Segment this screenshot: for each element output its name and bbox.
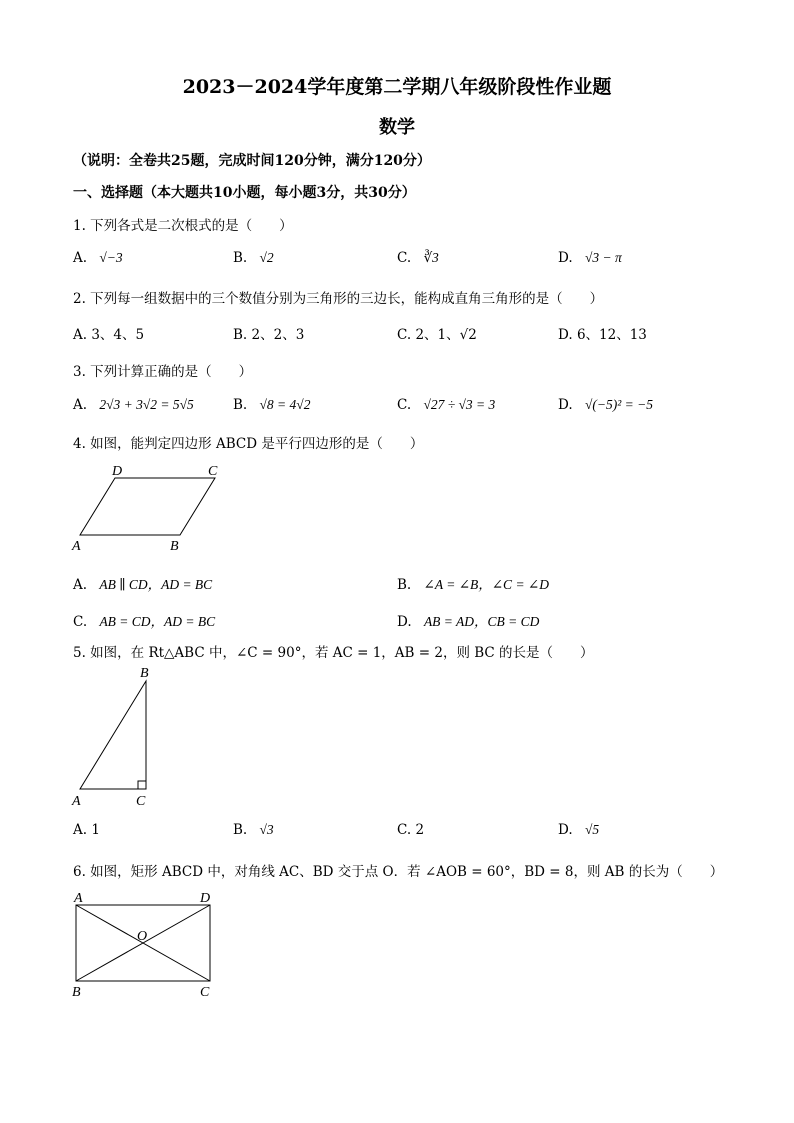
option-text: AB = AD，CB = CD (423, 614, 540, 629)
question-5-stem: 5. 如图，在 Rt△ABC 中，∠C = 90°，若 AC = 1，AB = 2，则 BC 的长是（ ） (73, 645, 594, 661)
q1-option-c[interactable] (397, 250, 439, 266)
option-letter: D. (558, 397, 573, 413)
option-letter: C. (397, 327, 412, 343)
option-text: √3 − π (584, 250, 622, 265)
option-text: AB ∥ CD，AD = BC (99, 577, 213, 592)
option-letter: D. (558, 327, 573, 343)
section-heading: 一、选择题（本大题共10小题，每小题3分，共30分） (73, 185, 416, 201)
q2-option-b[interactable] (233, 323, 304, 343)
option-letter: A. (73, 250, 88, 266)
question-1-stem: 1. 下列各式是二次根式的是（ ） (73, 218, 293, 234)
option-letter: C. (73, 614, 88, 630)
q2-option-c[interactable] (397, 323, 477, 343)
option-text: 6、12、13 (576, 327, 647, 343)
q4-option-b[interactable] (397, 573, 549, 593)
rectangle-figure (68, 888, 220, 1000)
option-text: √2 (259, 250, 274, 265)
figure-label-d: D (200, 891, 211, 906)
option-letter: C. (397, 822, 412, 838)
option-text: 3、4、5 (91, 327, 145, 343)
q1-option-b[interactable] (233, 250, 274, 266)
option-text: √(−5)² = −5 (584, 397, 653, 412)
option-letter: D. (558, 250, 573, 266)
figure-label-o: O (137, 929, 148, 944)
option-text: √27 ÷ √3 = 3 (423, 397, 496, 412)
option-text: √3 (259, 822, 274, 837)
option-letter: B. (233, 327, 248, 343)
q5-option-a[interactable] (73, 822, 100, 838)
option-text: ∛3 (423, 250, 439, 265)
option-letter: C. (397, 250, 412, 266)
option-letter: B. (233, 397, 248, 413)
q5-option-c[interactable] (397, 822, 424, 838)
figure-label-a: A (74, 891, 83, 906)
figure-label-c: C (208, 464, 218, 479)
option-letter: A. (73, 577, 88, 593)
figure-label-a: A (72, 539, 81, 552)
option-letter: A. (73, 327, 88, 343)
q5-option-d[interactable] (558, 822, 599, 838)
q1-option-a[interactable] (73, 250, 123, 266)
option-letter: B. (233, 250, 248, 266)
q4-option-d[interactable] (397, 610, 539, 630)
option-text: AB = CD，AD = BC (99, 614, 216, 629)
option-letter: D. (397, 614, 412, 630)
parallelogram-figure (70, 460, 230, 552)
figure-label-a: A (72, 794, 81, 809)
q3-option-d[interactable] (558, 397, 653, 413)
option-text: ∠A = ∠B，∠C = ∠D (423, 577, 549, 592)
figure-label-b: B (140, 666, 149, 681)
q3-option-c[interactable] (397, 397, 495, 413)
option-letter: D. (558, 822, 573, 838)
q4-option-a[interactable] (73, 573, 212, 593)
q3-option-b[interactable] (233, 397, 310, 413)
option-letter: C. (397, 397, 412, 413)
q3-option-a[interactable] (73, 397, 194, 413)
figure-label-c: C (200, 985, 210, 1000)
option-text: 1 (91, 822, 100, 838)
option-letter: A. (73, 822, 88, 838)
option-text: 2√3 + 3√2 = 5√5 (99, 397, 194, 412)
option-text: √8 = 4√2 (259, 397, 311, 412)
right-triangle-figure (68, 663, 168, 809)
exam-note: （说明：全卷共25题，完成时间120分钟，满分120分） (73, 153, 431, 169)
subject-title: 数学 (379, 117, 415, 138)
figure-label-c: C (136, 794, 146, 809)
question-3-stem: 3. 下列计算正确的是（ ） (73, 364, 253, 380)
page-title: 2023－2024学年度第二学期八年级阶段性作业题 (182, 76, 612, 98)
q2-option-d[interactable] (558, 323, 647, 343)
q5-option-b[interactable] (233, 822, 274, 838)
option-letter: A. (73, 397, 88, 413)
option-text: √−3 (99, 250, 123, 265)
q2-option-a[interactable] (73, 323, 144, 343)
figure-label-d: D (112, 464, 123, 479)
figure-label-b: B (170, 539, 179, 552)
question-6-stem: 6. 如图，矩形 ABCD 中，对角线 AC、BD 交于点 O．若 ∠AOB = 60°，BD = 8，则 AB 的长为（ ） (73, 864, 724, 880)
option-text: 2 (415, 822, 425, 838)
option-text: 2、2、3 (251, 327, 305, 343)
q1-option-d[interactable] (558, 250, 622, 266)
q4-option-c[interactable] (73, 610, 215, 630)
option-letter: B. (233, 822, 248, 838)
option-letter: B. (397, 577, 412, 593)
question-4-stem: 4. 如图，能判定四边形 ABCD 是平行四边形的是（ ） (73, 436, 424, 452)
figure-label-b: B (72, 985, 81, 1000)
option-text: √5 (584, 822, 600, 837)
option-text: 2、1、√2 (415, 327, 477, 343)
question-2-stem: 2. 下列每一组数据中的三个数值分别为三角形的三边长，能构成直角三角形的是（ ） (73, 291, 604, 307)
